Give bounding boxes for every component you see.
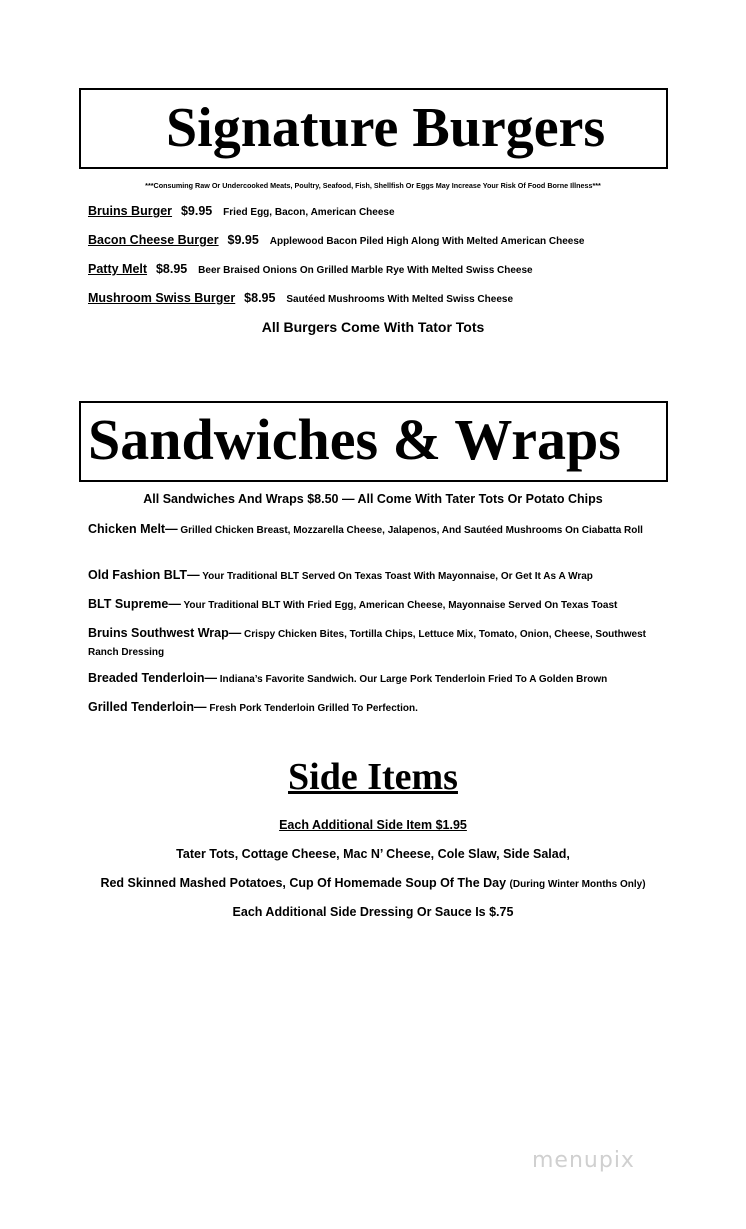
seasonal-note: (During Winter Months Only): [509, 879, 646, 890]
menu-item: [88, 231, 668, 251]
item-name: Grilled Tenderloin—: [88, 700, 207, 714]
menu-item: [88, 202, 668, 222]
menu-item: [88, 289, 668, 309]
item-description: Beer Braised Onions On Grilled Marble Rye With Melted Swiss Cheese: [198, 265, 533, 276]
sandwiches-title: Sandwiches & Wraps: [88, 407, 621, 472]
sides-list-line-2-text: Red Skinned Mashed Potatoes, Cup Of Homemade Soup Of The Day: [100, 876, 507, 890]
menu-item: [88, 669, 658, 689]
menu-item: [88, 595, 658, 615]
burgers-title: Signature Burgers: [166, 97, 606, 159]
item-name: Chicken Melt—: [88, 522, 178, 536]
item-name: Bruins Burger: [88, 204, 173, 218]
item-name: Patty Melt: [88, 262, 148, 276]
item-description: Your Traditional BLT Served On Texas Toast With Mayonnaise, Or Get It As A Wrap: [202, 571, 593, 582]
menu-item: [88, 260, 668, 280]
menu-item: [88, 698, 658, 718]
item-name: BLT Supreme—: [88, 597, 181, 611]
watermark-logo: menupix: [532, 1148, 635, 1173]
sides-dressing-line: Each Additional Side Dressing Or Sauce Is $.75: [232, 905, 514, 919]
item-price: $9.95: [180, 204, 213, 218]
item-description: Your Traditional BLT With Fried Egg, American Cheese, Mayonnaise Served On Texas Toast: [183, 600, 618, 611]
menu-item: [88, 566, 658, 586]
sides-price-line: Each Additional Side Item $1.95: [279, 818, 467, 832]
item-description: Crispy Chicken Bites, Tortilla Chips, Lettuce Mix, Tomato, Onion, Cheese, Southwest Ranch Dressing: [88, 629, 646, 658]
item-description: Grilled Chicken Breast, Mozzarella Cheese, Jalapenos, And Sautéed Mushrooms On Ciabatta Roll: [180, 525, 643, 536]
sides-title: Side Items: [288, 756, 458, 798]
food-safety-disclaimer: ***Consuming Raw Or Undercooked Meats, Poultry, Seafood, Fish, Shellfish Or Eggs May Increase Your Risk Of Food Borne Illness***: [145, 181, 601, 190]
menu-item: [88, 520, 658, 540]
item-name: Bruins Southwest Wrap—: [88, 626, 242, 640]
item-price: $8.95: [244, 291, 276, 305]
item-description: Fresh Pork Tenderloin Grilled To Perfection.: [209, 703, 418, 714]
burgers-footer-note: All Burgers Come With Tator Tots: [261, 319, 485, 335]
item-description: Sautéed Mushrooms With Melted Swiss Cheese: [286, 294, 514, 305]
item-name: Old Fashion BLT—: [88, 568, 200, 582]
item-name: Breaded Tenderloin—: [88, 671, 217, 685]
item-description: Applewood Bacon Piled High Along With Melted American Cheese: [269, 236, 585, 247]
sides-list-line-2: [0, 876, 746, 890]
item-description: Fried Egg, Bacon, American Cheese: [223, 207, 395, 218]
sides-list-line-1: Tater Tots, Cottage Cheese, Mac N’ Cheese, Cole Slaw, Side Salad,: [176, 847, 570, 861]
item-price: $9.95: [227, 233, 259, 247]
sandwiches-subtitle: All Sandwiches And Wraps $8.50 — All Come With Tater Tots Or Potato Chips: [143, 492, 603, 506]
item-name: Mushroom Swiss Burger: [88, 291, 236, 305]
item-description: Indiana’s Favorite Sandwich. Our Large Pork Tenderloin Fried To A Golden Brown: [219, 674, 608, 685]
menu-item: [88, 624, 648, 662]
item-price: $8.95: [155, 262, 188, 276]
item-name: Bacon Cheese Burger: [88, 233, 219, 247]
